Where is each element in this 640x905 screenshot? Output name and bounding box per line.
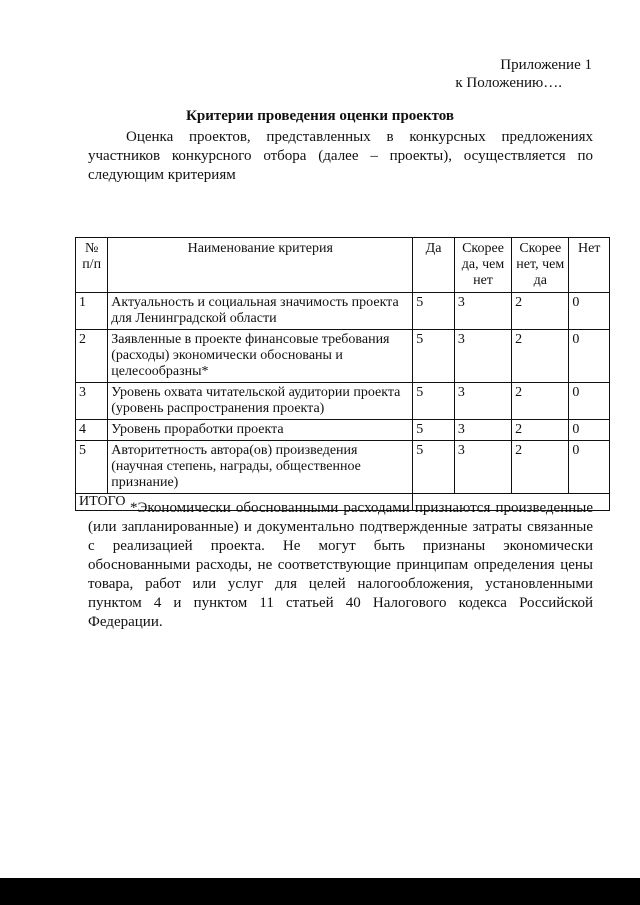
criterion-name: Заявленные в проекте финансовые требования (расходы) экономически обоснованы и целесообразны*: [108, 330, 413, 383]
score-yes: 5: [413, 293, 455, 330]
scan-edge-bar: [0, 878, 640, 905]
document-title: Критерии проведения оценки проектов: [186, 108, 454, 124]
criterion-name: Актуальность и социальная значимость проекта для Ленинградской области: [108, 293, 413, 330]
table-row: [76, 383, 610, 420]
row-number: 2: [76, 330, 108, 383]
header-no: Нет: [569, 238, 610, 293]
score-no: 0: [569, 293, 610, 330]
score-rather-no: 2: [512, 293, 569, 330]
row-number: 5: [76, 441, 108, 494]
footnote: *Экономически обоснованными расходами признаются произведенные (или запланированные) и документально подтвержденные затраты связанные с реализацией проекта. Не могут быть признаны экономически обоснованными расходы, не соответствующие принципам определения цены товара, работ или услуг для целей налогообложения, установленными пунктом 4 и пунктом 11 статьей 40 Налогового кодекса Российской Федерации.: [88, 500, 593, 630]
row-number: 4: [76, 420, 108, 441]
score-rather-no: 2: [512, 383, 569, 420]
score-rather-no: 2: [512, 420, 569, 441]
score-yes: 5: [413, 441, 455, 494]
score-no: 0: [569, 330, 610, 383]
criteria-table: [75, 237, 610, 511]
header-rather-yes: Скорее да, чем нет: [454, 238, 511, 293]
table-header-row: [76, 238, 610, 293]
header-rather-no: Скорее нет, чем да: [512, 238, 569, 293]
table-row: [76, 293, 610, 330]
table-row: [76, 441, 610, 494]
score-no: 0: [569, 441, 610, 494]
header-criterion-name: Наименование критерия: [108, 238, 413, 293]
criterion-name: Уровень проработки проекта: [108, 420, 413, 441]
table-row: [76, 330, 610, 383]
appendix-label: Приложение 1: [500, 57, 592, 73]
score-rather-no: 2: [512, 330, 569, 383]
score-rather-no: 2: [512, 441, 569, 494]
criterion-name: Авторитетность автора(ов) произведения (научная степень, награды, общественное признание): [108, 441, 413, 494]
score-rather-yes: 3: [454, 293, 511, 330]
score-no: 0: [569, 383, 610, 420]
total-label: ИТОГО: [76, 494, 413, 511]
score-rather-yes: 3: [454, 383, 511, 420]
header-number: № п/п: [76, 238, 108, 293]
row-number: 3: [76, 383, 108, 420]
score-rather-yes: 3: [454, 330, 511, 383]
score-no: 0: [569, 420, 610, 441]
score-yes: 5: [413, 420, 455, 441]
row-number: 1: [76, 293, 108, 330]
table-row: [76, 420, 610, 441]
score-yes: 5: [413, 383, 455, 420]
header-yes: Да: [413, 238, 455, 293]
intro-paragraph: Оценка проектов, представленных в конкурсных предложениях участников конкурсного отбора (далее – проекты), осуществляется по следующим критериям: [88, 129, 593, 183]
appendix-reference: к Положению….: [455, 75, 562, 91]
score-yes: 5: [413, 330, 455, 383]
score-rather-yes: 3: [454, 420, 511, 441]
score-rather-yes: 3: [454, 441, 511, 494]
criterion-name: Уровень охвата читательской аудитории проекта (уровень распространения проекта): [108, 383, 413, 420]
